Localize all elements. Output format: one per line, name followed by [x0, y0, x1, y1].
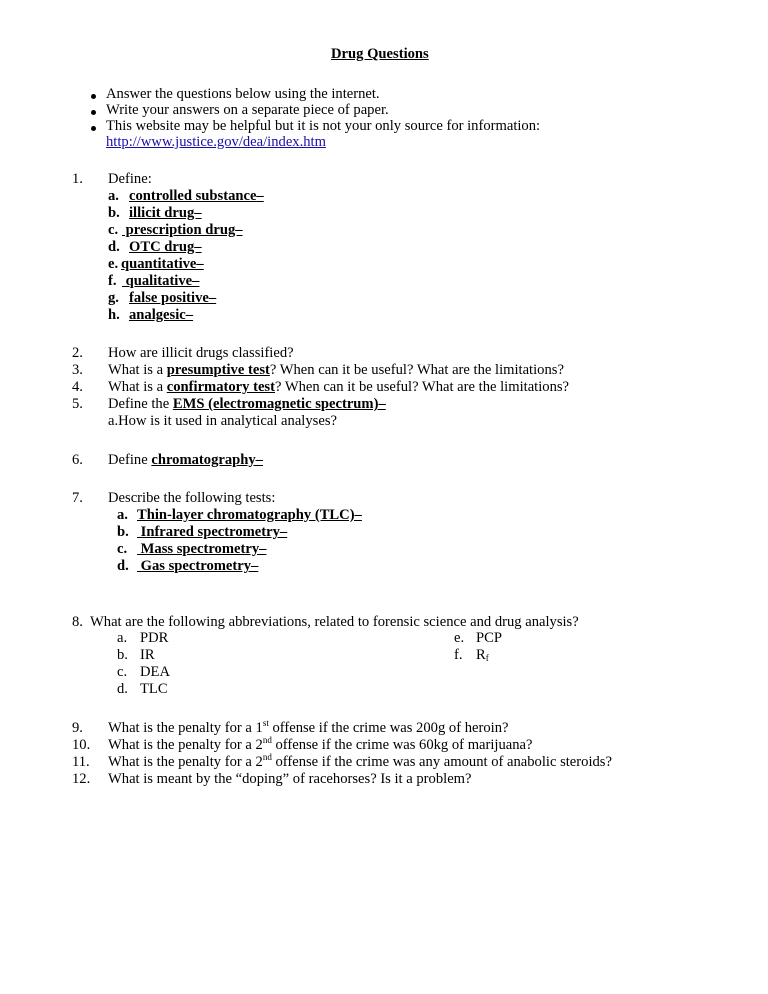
question-number: 10. [72, 737, 91, 753]
bullet-icon [91, 110, 96, 115]
question-text: What are the following abbreviations, related to forensic science and drug analysis? [90, 614, 579, 630]
question-2-text: How are illicit drugs classified? [108, 345, 294, 361]
item-letter: f. [108, 273, 117, 289]
term: analgesic– [129, 307, 194, 323]
bullet-icon [91, 126, 96, 131]
term: illicit drug– [129, 205, 202, 221]
instruction-item: Answer the questions below using the internet. [106, 86, 380, 102]
abbreviation: TLC [140, 681, 168, 697]
question-number: 4. [72, 379, 83, 395]
term: false positive– [129, 290, 217, 306]
item-letter: e. [108, 256, 119, 272]
question-number: 1. [72, 171, 83, 187]
term: Mass spectrometry– [137, 541, 267, 557]
item-letter: d. [117, 558, 129, 574]
abbreviation: PDR [140, 630, 169, 646]
question-10-text: What is the penalty for a 2nd offense if the crime was 60kg of marijuana? [108, 735, 533, 753]
question-number: 6. [72, 452, 83, 468]
item-letter: a. [117, 507, 128, 523]
abbreviation: IR [140, 647, 155, 663]
item-letter: b. [117, 524, 129, 540]
item-letter: b. [117, 647, 128, 663]
dea-website-link[interactable]: http://www.justice.gov/dea/index.htm [106, 134, 326, 150]
term: confirmatory test [166, 379, 275, 395]
item-letter: d. [108, 239, 120, 255]
question-12-text: What is meant by the “doping” of racehorses? Is it a problem? [108, 771, 472, 787]
question-text: Describe the following tests: [108, 490, 276, 506]
term: quantitative– [121, 256, 204, 272]
question-number: 11. [72, 754, 90, 770]
question-6-text: Define chromatography– [108, 452, 263, 468]
question-number: 7. [72, 490, 83, 506]
item-letter: g. [108, 290, 119, 306]
item-letter: h. [108, 307, 120, 323]
question-text: Define: [108, 171, 152, 187]
bullet-icon [91, 94, 96, 99]
question-9-text: What is the penalty for a 1st offense if the crime was 200g of heroin? [108, 718, 509, 736]
term: EMS (electromagnetic spectrum)– [172, 396, 386, 412]
question-5-text: Define the EMS (electromagnetic spectrum)– [108, 396, 386, 412]
question-5-subitem: a.How is it used in analytical analyses? [108, 413, 337, 429]
page-title: Drug Questions [331, 46, 429, 62]
item-letter: e. [454, 630, 465, 646]
term: Gas spectrometry– [137, 558, 259, 574]
item-letter: c. [108, 222, 119, 238]
item-letter: b. [108, 205, 120, 221]
term: presumptive test [166, 362, 270, 378]
question-number: 3. [72, 362, 83, 378]
question-number: 2. [72, 345, 83, 361]
term: chromatography– [151, 452, 263, 468]
item-letter: f. [454, 647, 463, 663]
item-letter: a. [108, 188, 119, 204]
abbreviation: DEA [140, 664, 170, 680]
instruction-item: Write your answers on a separate piece of paper. [106, 102, 389, 118]
term: qualitative– [122, 273, 200, 289]
term: Infrared spectrometry– [137, 524, 288, 540]
question-number: 9. [72, 720, 83, 736]
term: Thin-layer chromatography (TLC)– [137, 507, 362, 523]
item-letter: c. [117, 664, 128, 680]
item-letter: d. [117, 681, 128, 697]
term: controlled substance– [129, 188, 264, 204]
term: prescription drug– [122, 222, 243, 238]
question-4-text: What is a confirmatory test? When can it be useful? What are the limitations? [108, 379, 570, 395]
question-3-text: What is a presumptive test? When can it be useful? What are the limitations? [108, 362, 564, 378]
item-letter: a. [117, 630, 128, 646]
question-number: 12. [72, 771, 91, 787]
item-letter: c. [117, 541, 128, 557]
question-number: 5. [72, 396, 83, 412]
question-number: 8. [72, 614, 83, 630]
instruction-item: This website may be helpful but it is not your only source for information: [106, 118, 541, 134]
abbreviation: $R_f$ [476, 647, 489, 663]
abbreviation: PCP [476, 630, 502, 646]
term: OTC drug– [129, 239, 202, 255]
question-11-text: What is the penalty for a 2nd offense if the crime was any amount of anabolic steroids? [108, 752, 612, 770]
